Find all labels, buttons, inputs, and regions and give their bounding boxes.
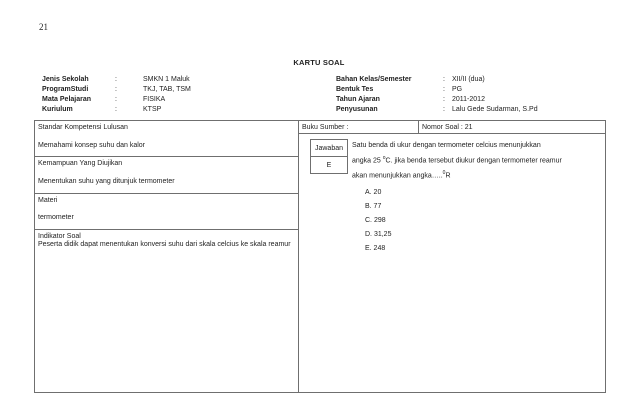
meta-colon: : [443,96,445,103]
question-line-2 [352,152,602,167]
option-b: B. 77 [365,203,382,210]
materi-text: termometer [38,214,74,221]
meta-row-jenis-sekolah [42,75,272,85]
standar-kompetensi-label: Standar Kompetensi Lulusan [38,124,128,131]
document-title: KARTU SOAL [293,58,345,67]
question-text [352,139,602,183]
question-line-3-end: R [445,172,451,180]
nomor-soal-box [418,120,606,134]
meta-value: TKJ, TAB, TSM [143,86,191,93]
buku-sumber-label: Buku Sumber : [302,124,349,131]
degree-superscript: o [382,155,386,161]
meta-row-program-studi [42,85,272,95]
jawaban-label-box [310,139,348,157]
meta-row-mata-pelajaran [42,95,272,105]
option-c: C. 298 [365,217,386,224]
meta-label: Bentuk Tes [336,86,374,93]
meta-label: ProgramStudi [42,86,89,93]
meta-value: XII/II (dua) [452,76,485,83]
meta-colon: : [443,86,445,93]
meta-value: Lalu Gede Sudarman, S.Pd [452,106,538,113]
kemampuan-box [34,156,299,194]
option-e: E. 248 [365,245,386,252]
meta-row-kurikulum [42,105,272,115]
meta-colon: : [115,96,117,103]
option-d: D. 31,25 [365,231,392,238]
meta-label: Bahan Kelas/Semester [336,76,412,83]
meta-colon: : [443,76,445,83]
indikator-box [34,229,299,393]
meta-label: Jenis Sekolah [42,76,89,83]
nomor-soal-label: Nomor Soal : 21 [422,124,473,131]
jawaban-value-box [310,156,348,174]
question-line-3-start: akan menunjukkan angka….. [352,172,443,180]
meta-label: Mata Pelajaran [42,96,92,103]
meta-row-bahan-kelas [336,75,606,85]
materi-box [34,193,299,230]
question-line-3 [352,167,602,182]
meta-colon: : [443,106,445,113]
meta-colon: : [115,106,117,113]
question-line-2-start: angka 25 [352,157,381,165]
meta-right [336,75,606,115]
meta-row-bentuk-tes [336,85,606,95]
meta-colon: : [115,76,117,83]
meta-row-tahun-ajaran [336,95,606,105]
question-box [298,133,606,393]
jawaban-label: Jawaban [314,145,344,152]
meta-value: FISIKA [143,96,166,103]
meta-value: SMKN 1 Maluk [143,76,190,83]
standar-kompetensi-box [34,120,299,157]
meta-label: Penyusunan [336,106,378,113]
option-a: A. 20 [365,189,382,196]
meta-label: Kuriulum [42,106,73,113]
answer-options [365,189,485,259]
meta-value: PG [452,86,463,93]
kemampuan-text: Menentukan suhu yang ditunjuk termometer [38,178,175,185]
meta-colon: : [115,86,117,93]
indikator-text: Peserta didik dapat menentukan konversi suhu dari skala celcius ke skala reamur [38,241,291,248]
question-line-2-end: C. jika benda tersebut diukur dengan termometer reamur [385,157,562,165]
question-line-1: Satu benda di ukur dengan termometer celcius menunjukkan [352,142,541,149]
meta-left [42,75,272,115]
standar-kompetensi-text: Memahami konsep suhu dan kalor [38,142,146,149]
meta-value: 2011-2012 [452,96,485,103]
meta-row-penyusunan [336,105,606,115]
degree-superscript: 0 [442,170,446,177]
jawaban-value: E [326,162,332,169]
materi-label: Materi [38,197,58,204]
meta-label: Tahun Ajaran [336,96,380,103]
buku-sumber-box [298,120,419,134]
page-number: 21 [39,22,48,32]
kemampuan-label: Kemampuan Yang Diujikan [38,160,123,167]
indikator-label: Indikator Soal [38,233,81,240]
meta-value: KTSP [143,106,162,113]
